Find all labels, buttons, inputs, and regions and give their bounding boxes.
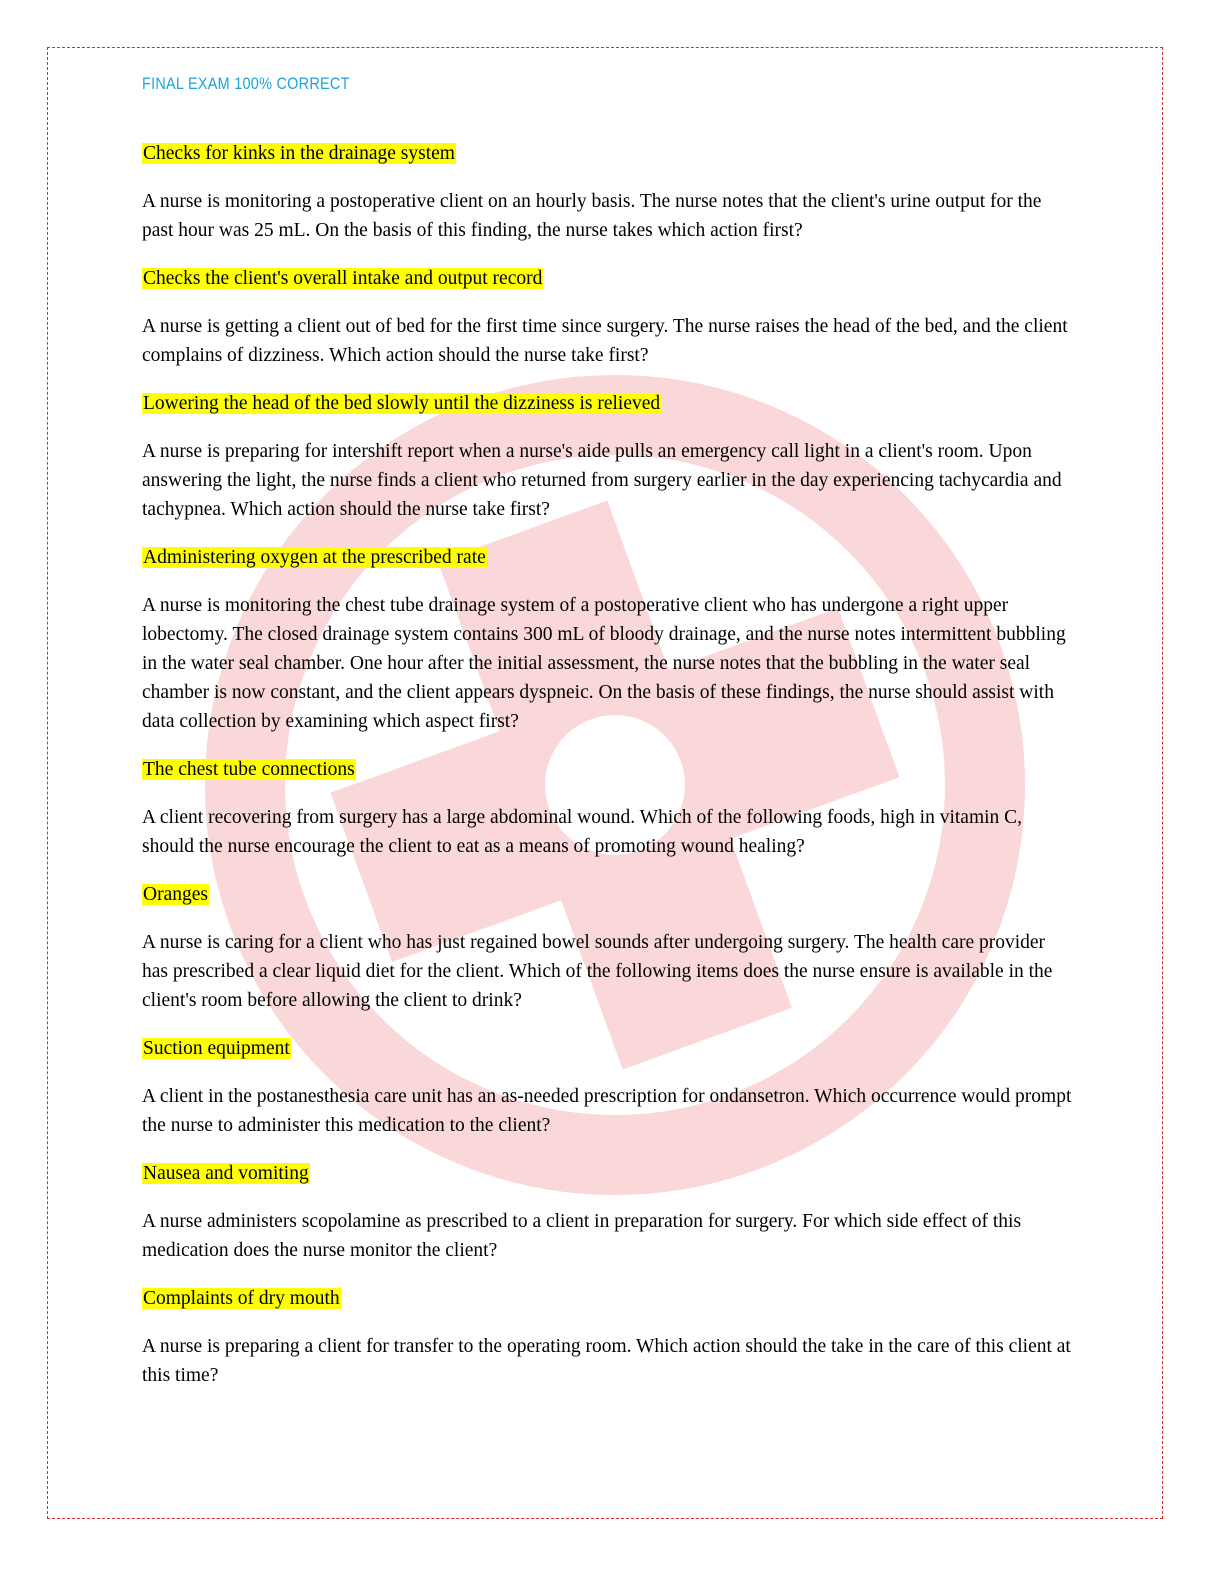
highlighted-answer: Checks for kinks in the drainage system xyxy=(143,143,455,164)
question-text: A nurse is caring for a client who has just regained bowel sounds after undergoing surgery. The health care provider has prescribed a clear liquid diet for the client. Which of the following items does the nurse ensure is available in the client's room before allowing the client to drink? xyxy=(142,932,1053,1011)
question-text: A client in the postanesthesia care unit has an as-needed prescription for ondansetron. Which occurrence would prompt the nurse to administer this medication to the client? xyxy=(142,1086,1072,1136)
question-text: A nurse is monitoring a postoperative client on an hourly basis. The nurse notes that the client's urine output for the past hour was 25 mL. On the basis of this finding, the nurse takes which action first? xyxy=(142,191,1042,241)
answer-line xyxy=(142,543,1072,572)
highlighted-answer: Administering oxygen at the prescribed rate xyxy=(143,547,486,568)
highlighted-answer: Lowering the head of the bed slowly until the dizziness is relieved xyxy=(143,393,661,414)
question-text: A nurse administers scopolamine as prescribed to a client in preparation for surgery. For which side effect of this medication does the nurse monitor the client? xyxy=(142,1211,1022,1261)
highlighted-answer: Complaints of dry mouth xyxy=(143,1288,340,1309)
answer-line xyxy=(142,880,1072,909)
highlighted-answer: Oranges xyxy=(143,884,208,905)
answer-line xyxy=(142,1159,1072,1188)
highlighted-answer: The chest tube connections xyxy=(143,759,355,780)
question-text: A nurse is getting a client out of bed for the first time since surgery. The nurse raises the head of the bed, and the client complains of dizziness. Which action should the nurse take first? xyxy=(142,316,1068,366)
answer-line xyxy=(142,139,1072,168)
question-text: A client recovering from surgery has a large abdominal wound. Which of the following foods, high in vitamin C, should the nurse encourage the client to eat as a means of promoting wound healing? xyxy=(142,807,1023,857)
answer-line xyxy=(142,1034,1072,1063)
qa-list xyxy=(142,139,1072,1409)
page-title: FINAL EXAM 100% CORRECT xyxy=(142,74,350,93)
question-text: A nurse is monitoring the chest tube drainage system of a postoperative client who has undergone a right upper lobectomy. The closed drainage system contains 300 mL of bloody drainage, and the nurse notes intermittent bubbling in the water seal chamber. One hour after the initial assessment, the nurse notes that the bubbling in the water seal chamber is now constant, and the client appears dyspneic. On the basis of these findings, the nurse should assist with data collection by examining which aspect first? xyxy=(142,595,1066,732)
answer-line xyxy=(142,264,1072,293)
highlighted-answer: Suction equipment xyxy=(143,1038,290,1059)
highlighted-answer: Nausea and vomiting xyxy=(143,1163,309,1184)
question-text: A nurse is preparing for intershift report when a nurse's aide pulls an emergency call light in a client's room. Upon answering the light, the nurse finds a client who returned from surgery earlier in the day experiencing tachycardia and tachypnea. Which action should the nurse take first? xyxy=(142,441,1062,520)
answer-line xyxy=(142,389,1072,418)
answer-line xyxy=(142,1284,1072,1313)
answer-line xyxy=(142,755,1072,784)
question-text: A nurse is preparing a client for transfer to the operating room. Which action should the take in the care of this client at this time? xyxy=(142,1336,1071,1386)
highlighted-answer: Checks the client's overall intake and output record xyxy=(143,268,543,289)
